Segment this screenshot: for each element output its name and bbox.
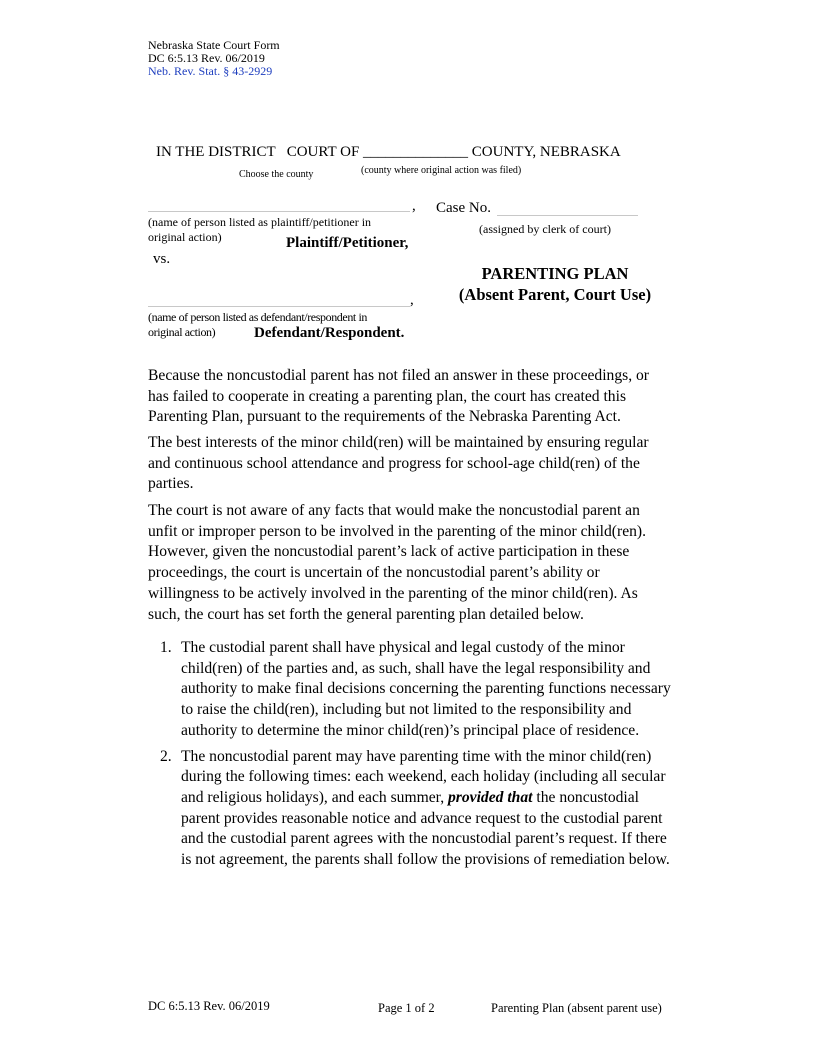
- county-note: (county where original action was filed): [361, 165, 522, 176]
- parenting-time-provision: [181, 748, 670, 869]
- case-number-note: (assigned by clerk of court): [479, 222, 611, 236]
- versus: vs.: [153, 251, 171, 267]
- defendant-name-field[interactable]: [148, 306, 410, 307]
- court-suffix: COUNTY, NEBRASKA: [471, 144, 621, 160]
- form-name: Nebraska State Court Form: [148, 38, 280, 52]
- parenting-time-text-cont: the noncustodial parent provides reasonable notice and advance request to the custodial parent and the custodial parent agrees with the noncustodial parent’s request. If there is not agreement, the parents shall follow the provisions of remediation below.: [181, 788, 670, 869]
- list-item: [148, 638, 678, 742]
- county-dropdown[interactable]: Choose the county: [239, 169, 314, 180]
- defendant-hint-line2: original action): [148, 325, 216, 339]
- document-title: [436, 263, 674, 305]
- footer-form-code: DC 6:5.13 Rev. 06/2019: [148, 999, 270, 1013]
- provisions-list: [148, 638, 678, 876]
- county-blank[interactable]: ______________: [363, 144, 469, 160]
- court-heading: [156, 144, 621, 161]
- defendant-role: Defendant/Respondent.: [254, 325, 405, 341]
- plaintiff-comma: ,: [412, 198, 416, 214]
- footer-page-number: Page 1 of 2: [378, 1001, 435, 1015]
- list-item-number: 1.: [160, 639, 172, 656]
- form-code: DC 6:5.13 Rev. 06/2019: [148, 51, 265, 65]
- title-line1: PARENTING PLAN: [481, 264, 629, 283]
- best-interests-paragraph: The best interests of the minor child(ren) will be maintained by ensuring regular and continuous school attendance and progress for school-age child(ren) of the parties.: [148, 434, 649, 493]
- defendant-comma: ,: [410, 292, 414, 308]
- intro-paragraph: Because the noncustodial parent has not filed an answer in these proceedings, or has failed to cooperate in creating a parenting plan, the court has created this Parenting Plan, pursuant to the requirements of the Nebraska Parenting Act.: [148, 367, 650, 426]
- plaintiff-hint-line1: (name of person listed as plaintiff/petitioner in: [148, 215, 372, 229]
- list-item-number: 2.: [160, 747, 172, 765]
- list-item: [148, 747, 678, 871]
- court-awareness-paragraph: The court is not aware of any facts that would make the noncustodial parent an unfit or improper person to be involved in the parenting of the minor child(ren). However, given the noncustodial parent’s lack of active participation in these proceedings, the court is uncertain of the noncustodial parent’s ability or willingness to be actively involved in the parenting of the minor child(ren). As such, the court has set forth the general parenting plan detailed below.: [148, 502, 647, 623]
- provided-that-emphasis: provided that: [448, 788, 533, 806]
- custody-provision: The custodial parent shall have physical and legal custody of the minor child(ren) of the parties and, as such, shall have the legal responsibility and authority to make final decisions concerning the parenting functions necessary to raise the child(ren), including but not limited to the responsibility and authority to determine the minor child(ren)’s principal place of residence.: [181, 639, 671, 739]
- court-prefix: IN THE DISTRICT COURT OF: [156, 144, 360, 160]
- title-line2: (Absent Parent, Court Use): [458, 285, 652, 304]
- plaintiff-name-field[interactable]: [148, 211, 410, 212]
- footer-form-title: Parenting Plan (absent parent use): [491, 1001, 662, 1015]
- plaintiff-role: Plaintiff/Petitioner,: [286, 235, 409, 251]
- parenting-time-text: The noncustodial parent may have parenting time with the minor child(ren) during the following times: each weekend, each holiday (including all secular and religious holidays), and each summer,: [181, 747, 666, 806]
- plaintiff-hint-line2: original action): [148, 230, 222, 244]
- case-number-label: Case No.: [436, 200, 491, 216]
- defendant-hint-line1: (name of person listed as defendant/respondent in: [148, 310, 367, 324]
- statute-link[interactable]: Neb. Rev. Stat. § 43-2929: [148, 64, 273, 78]
- case-number-field[interactable]: [497, 215, 638, 216]
